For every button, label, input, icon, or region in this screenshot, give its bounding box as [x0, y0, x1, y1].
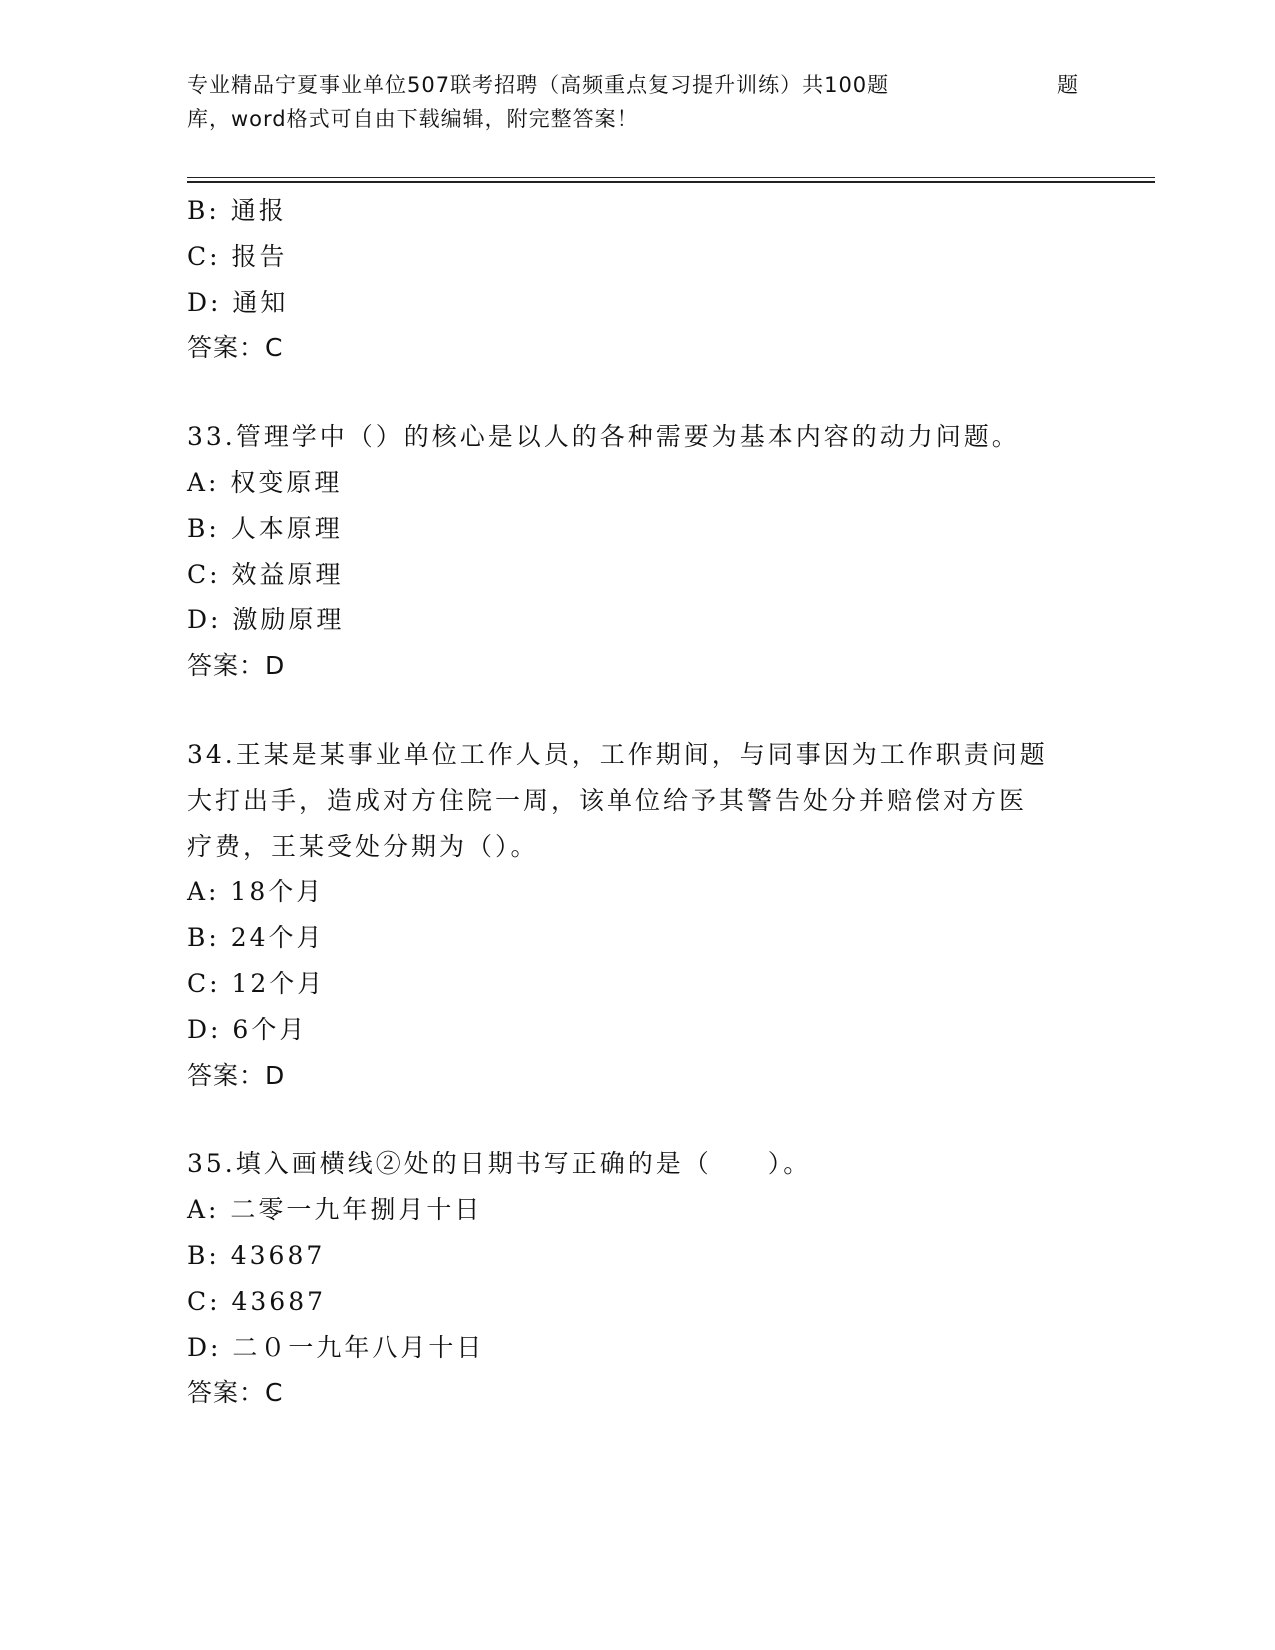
- answer: 答案：C: [187, 1378, 284, 1408]
- option: B: 43687: [187, 1240, 326, 1270]
- header-rule-thin: [187, 177, 1155, 178]
- option: C: 报告: [187, 241, 288, 271]
- question-stem: 35.填入画横线②处的日期书写正确的是（ ）。: [187, 1149, 812, 1179]
- option: D: 二０一九年八月十日: [187, 1332, 485, 1362]
- question-stem-line: 大打出手，造成对方住院一周，该单位给予其警告处分并赔偿对方医: [187, 785, 1028, 815]
- option: A: 18个月: [187, 877, 325, 907]
- question-stem: 33.管理学中（）的核心是以人的各种需要为基本内容的动力问题。: [187, 422, 1020, 452]
- option: D: 通知: [187, 287, 289, 317]
- question-34: [187, 732, 1137, 1098]
- option: B: 通报: [187, 196, 287, 225]
- option: D: 6个月: [187, 1014, 308, 1044]
- option: C: 12个月: [187, 968, 326, 998]
- answer: 答案：C: [187, 333, 284, 363]
- option: B: 人本原理: [187, 513, 343, 543]
- question-stem-line: 34.王某是某事业单位工作人员，工作期间，与同事因为工作职责问题: [187, 739, 1048, 769]
- header-title: 专业精品宁夏事业单位507联考招聘（高频重点复习提升训练）共100题: [187, 73, 890, 97]
- option: A: 权变原理: [187, 467, 343, 497]
- header-title-tail: 题: [1057, 73, 1079, 97]
- option: B: 24个月: [187, 923, 325, 953]
- question-33: [187, 414, 1137, 689]
- option: C: 效益原理: [187, 559, 344, 589]
- question-32-continued: [187, 188, 1137, 371]
- document-header: [187, 68, 1087, 136]
- option: D: 激励原理: [187, 605, 345, 635]
- option: C: 43687: [187, 1286, 327, 1316]
- header-line-2: 库，word格式可自由下载编辑，附完整答案！: [187, 107, 639, 131]
- answer: 答案：D: [187, 1060, 286, 1090]
- header-rule-thick: [187, 181, 1155, 183]
- option: A: 二零一九年捌月十日: [187, 1195, 483, 1225]
- question-list: [187, 188, 1137, 1416]
- question-35: [187, 1141, 1137, 1416]
- header-line-1: [187, 68, 1087, 102]
- answer: 答案：D: [187, 651, 286, 681]
- question-stem-line: 疗费，王某受处分期为（）。: [187, 831, 539, 861]
